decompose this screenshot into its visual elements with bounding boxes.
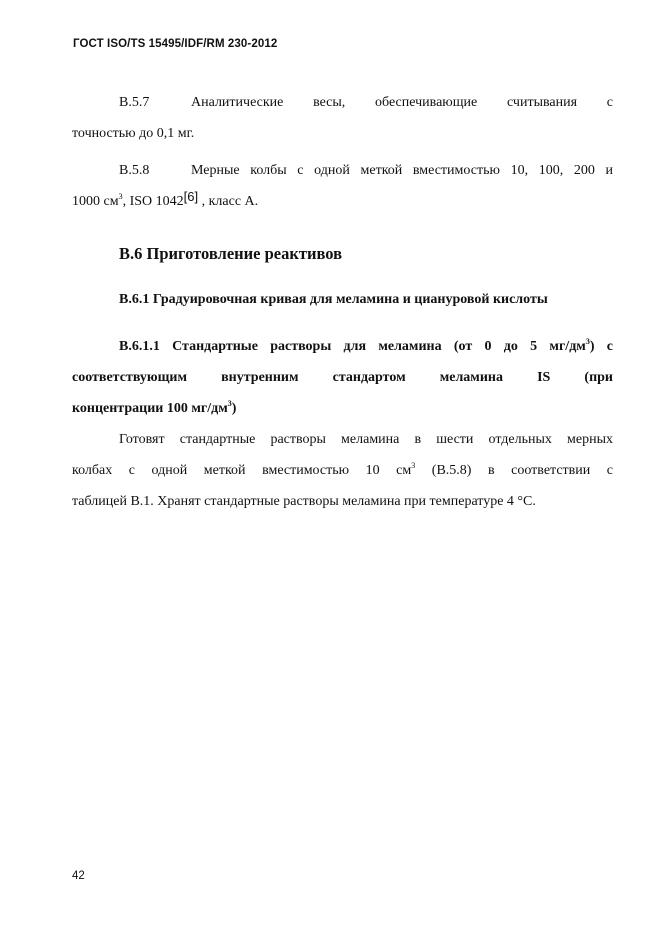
superscript: 3 [227,399,232,408]
subsection-title: B.6.1 Градуировочная кривая для меламина и циануровой кислоты [119,292,548,307]
volume-text: 1000 см [72,194,119,209]
item-b-5-7 [72,87,613,149]
body-line2: колбах с одной меткой вместимостью 10 $см^3$ (B.5.8) в соответствии с [72,461,614,478]
item-b-5-8-line1 [72,155,613,186]
class-text: , класс А. [198,194,259,209]
document-header: ГОСТ ISO/TS 15495/IDF/RM 230-2012 [73,38,278,50]
iso-text: , ISO 1042 [122,194,184,209]
reference-link[interactable]: [6] [183,189,199,204]
item-text: Аналитические весы, обеспечивающие считывания с [191,95,613,110]
item-text: Мерные колбы с одной меткой вместимостью 10, 100, 200 и [191,163,613,178]
item-b-5-7-line1 [72,87,613,118]
item-b-5-8-line2 [72,186,613,217]
superscript: 3 [118,192,123,201]
section-title: B.6 Приготовление реактивов [119,244,343,263]
body-line3: таблицей B.1. Хранят стандартные растворы меламина при температуре 4 °С. [72,494,536,509]
body-paragraph [72,424,613,517]
item-number: B.5.7 [119,95,150,110]
superscript: 3 [585,337,590,346]
subsubsection-heading [72,331,613,424]
page-number: 42 [72,870,85,882]
item-number: B.5.8 [119,163,150,178]
superscript: 3 [411,461,416,470]
item-b-5-8 [72,155,613,217]
body-line1: Готовят стандартные растворы меламина в шести отдельных мерных [119,432,613,447]
item-b-5-7-line2: точностью до 0,1 мг. [72,126,195,141]
subsubsection-line2: соответствующим внутренним стандартом меламина IS (при [72,370,613,385]
subsubsection-line1: B.6.1.1 Стандартные растворы для меламина (от 0 до 5 $мг/дм^3$) с [119,337,613,354]
subsubsection-line3: концентрации 100 $мг/дм^3$) [72,399,237,416]
